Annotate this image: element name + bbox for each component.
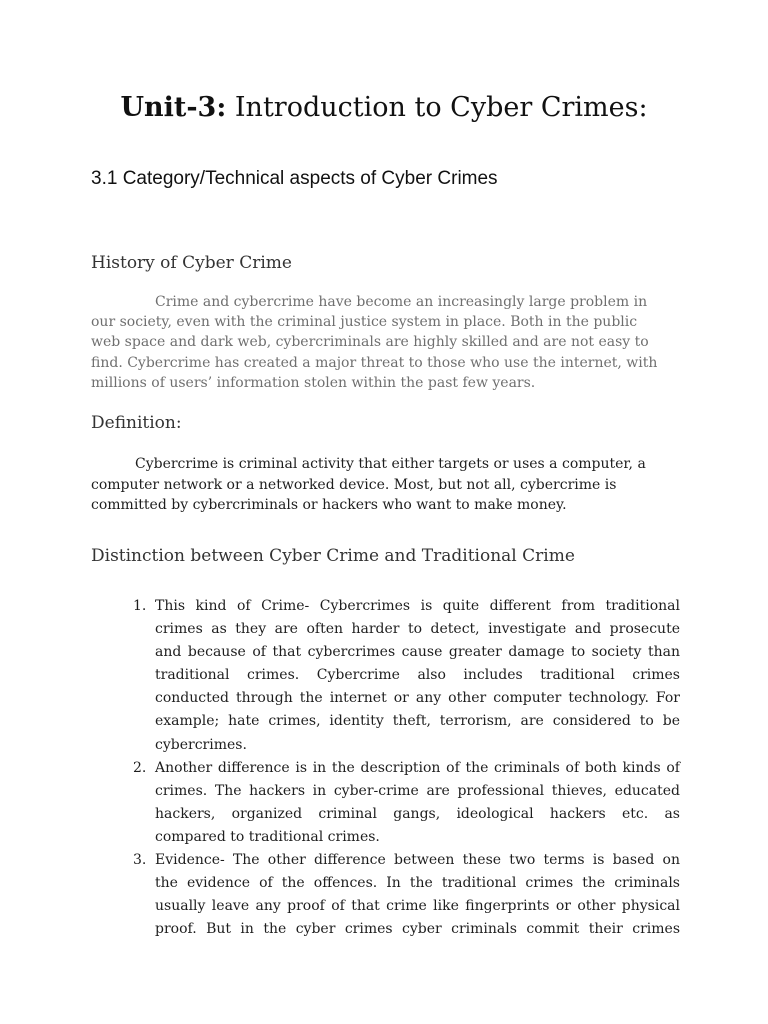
list-item-line: usually leave any proof of that crime like fingerprints or other physical bbox=[155, 898, 680, 915]
list-item-line: Evidence- The other difference between these two terms is based on bbox=[155, 852, 680, 869]
list-item-number: 2. bbox=[133, 759, 147, 776]
history-heading: History of Cyber Crime bbox=[91, 253, 292, 273]
page-title bbox=[0, 92, 768, 123]
section-heading: 3.1 Category/Technical aspects of Cyber Crimes bbox=[91, 168, 498, 189]
list-item-line: This kind of Crime- Cybercrimes is quite different from traditional bbox=[155, 598, 680, 614]
list-item-line: compared to traditional crimes. bbox=[155, 828, 380, 845]
definition-line: committed by cybercriminals or hackers who want to make money. bbox=[91, 497, 567, 513]
list-item-line: conducted through the internet or any other computer technology. For bbox=[155, 690, 680, 707]
distinction-list bbox=[124, 595, 680, 941]
list-item bbox=[124, 595, 680, 757]
definition-line: Cybercrime is criminal activity that either targets or uses a computer, a bbox=[135, 456, 646, 472]
definition-heading: Definition: bbox=[91, 413, 182, 433]
list-item-line: crimes as they are often harder to detect, investigate and prosecute bbox=[155, 621, 680, 638]
list-item-line: crimes. The hackers in cyber-crime are professional thieves, educated bbox=[155, 782, 680, 799]
definition-paragraph bbox=[91, 454, 681, 516]
history-paragraph bbox=[91, 292, 681, 393]
list-item bbox=[124, 757, 680, 849]
list-item-line: proof. But in the cyber crimes cyber criminals commit their crimes bbox=[155, 921, 680, 938]
list-item-line: and because of that cybercrimes cause greater damage to society than bbox=[155, 644, 680, 661]
history-line: web space and dark web, cybercriminals are highly skilled and are not easy to bbox=[91, 334, 649, 351]
history-line: millions of users’ information stolen within the past few years. bbox=[91, 374, 536, 391]
list-item-line: hackers, organized criminal gangs, ideological hackers etc. as bbox=[155, 805, 680, 822]
list-item bbox=[124, 849, 680, 941]
title-unit: Unit-3: bbox=[120, 92, 227, 123]
list-item-line: Another difference is in the description of the criminals of both kinds of bbox=[155, 759, 680, 776]
list-item-number: 1. bbox=[133, 598, 147, 614]
definition-line: computer network or a networked device. Most, but not all, cybercrime is bbox=[91, 476, 617, 493]
history-line: our society, even with the criminal justice system in place. Both in the public bbox=[91, 314, 638, 331]
history-line: find. Cybercrime has created a major threat to those who use the internet, with bbox=[91, 354, 658, 371]
list-item-line: example; hate crimes, identity theft, terrorism, are considered to be bbox=[155, 713, 680, 730]
list-item-number: 3. bbox=[133, 852, 147, 869]
list-item-line: the evidence of the offences. In the traditional crimes the criminals bbox=[155, 875, 680, 892]
history-line: Crime and cybercrime have become an increasingly large problem in bbox=[155, 294, 648, 310]
title-text: Introduction to Cyber Crimes: bbox=[226, 92, 648, 123]
list-item-line: traditional crimes. Cybercrime also includes traditional crimes bbox=[155, 667, 680, 684]
distinction-heading: Distinction between Cyber Crime and Traditional Crime bbox=[91, 546, 575, 566]
list-item-line: cybercrimes. bbox=[155, 736, 247, 753]
